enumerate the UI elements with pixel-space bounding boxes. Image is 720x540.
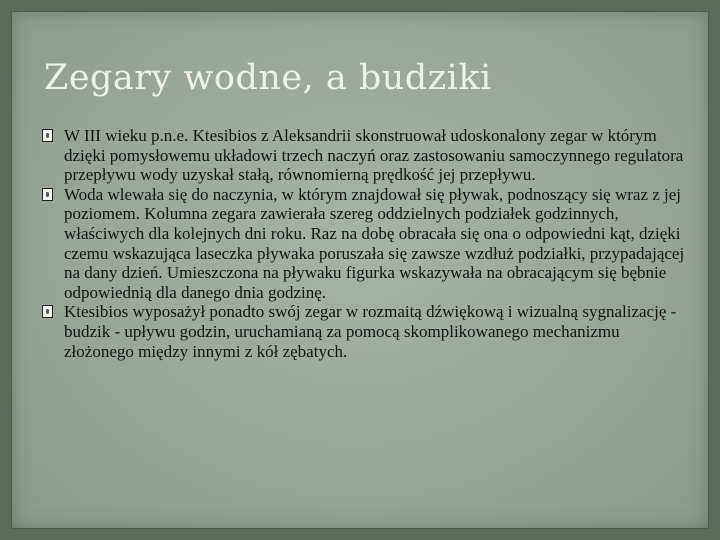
bullet-item-1 bbox=[42, 126, 692, 185]
bullet-text-3: Ktesibios wyposażył ponadto swój zegar w rozmaitą dźwiękową i wizualną sygnalizację - budzik - upływu godzin, uruchamianą za pomocą skomplikowanego mechanizmu złożonego między innymi z kół zębatych. bbox=[64, 302, 677, 361]
bullet-item-2 bbox=[42, 185, 692, 303]
missing-glyph-icon bbox=[42, 129, 53, 142]
bullet-text-2: Woda wlewała się do naczynia, w którym znajdował się pływak, podnoszący się wraz z jej poziomem. Kolumna zegara zawierała szereg oddzielnych podziałek godzinnych, właściwych dla kolejnych dni roku. Raz na dobę obracała się ona o odpowiedni kąt, dzięki czemu wskazująca laseczka pływaka poruszała się zawsze wzdłuż podziałki, przypadającej na dany dzień. Umieszczona na pływaku figurka wskazywała na obracającym się bębnie odpowiednią dla danego dnia godzinę. bbox=[64, 184, 685, 302]
missing-glyph-icon bbox=[42, 305, 53, 318]
bullet-text-1: W III wieku p.n.e. Ktesibios z Aleksandrii skonstruował udoskonalony zegar w którym dzięki pomysłowemu układowi trzech naczyń oraz zastosowaniu samoczynnego regulatora przepływu wody uzyskał stałą, równomierną prędkość jej przepływu. bbox=[64, 126, 684, 185]
slide-title: Zegary wodne, a budziki bbox=[44, 58, 492, 98]
bullet-list bbox=[42, 126, 692, 361]
missing-glyph-icon bbox=[42, 188, 53, 201]
bullet-item-3 bbox=[42, 302, 692, 361]
